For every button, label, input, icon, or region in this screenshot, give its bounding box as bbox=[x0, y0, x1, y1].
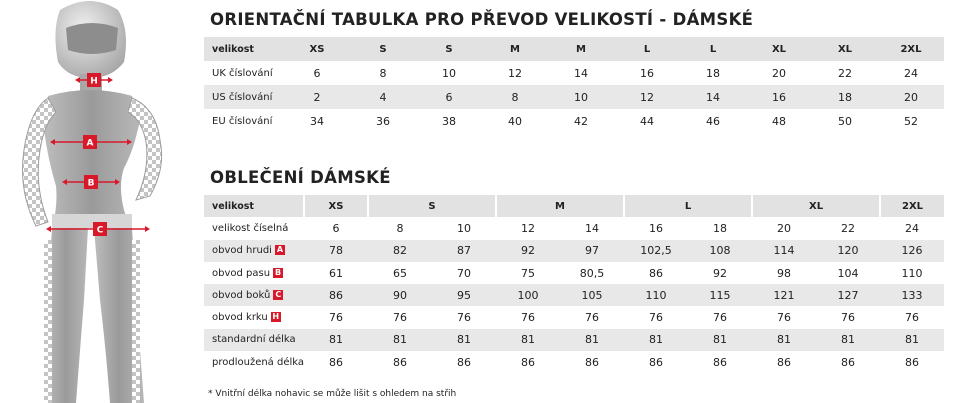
table-cell: 92 bbox=[713, 266, 728, 280]
table-cell: 22 bbox=[838, 66, 852, 80]
conversion-table-title: ORIENTAČNÍ TABULKA PRO PŘEVOD VELIKOSTÍ - DÁMSKÉ bbox=[210, 10, 754, 29]
header-cell: S bbox=[416, 37, 482, 61]
table-cell: 76 bbox=[649, 311, 664, 325]
table-row bbox=[204, 351, 944, 373]
table-cell: 115 bbox=[688, 284, 752, 306]
table-cell: 44 bbox=[640, 114, 654, 128]
table-cell: 86 bbox=[329, 355, 343, 369]
table-cell: 20 bbox=[777, 221, 792, 235]
table-cell: 76 bbox=[585, 311, 600, 325]
table-cell: 76 bbox=[777, 311, 792, 325]
table-cell: 22 bbox=[841, 221, 856, 235]
table-cell: 70 bbox=[457, 266, 471, 280]
table-cell: 127 bbox=[816, 284, 880, 306]
table-cell: 16 bbox=[640, 66, 654, 80]
table-cell: 86 bbox=[649, 355, 664, 369]
table-cell: 38 bbox=[442, 114, 456, 128]
row-label: standardní délka bbox=[204, 329, 304, 351]
table-cell: 24 bbox=[904, 66, 918, 80]
table-cell: 133 bbox=[880, 284, 944, 306]
header-cell: M bbox=[548, 37, 614, 61]
table-cell: 86 bbox=[841, 355, 856, 369]
row-label: UK číslování bbox=[212, 67, 273, 79]
table-cell: 81 bbox=[560, 329, 624, 351]
table-cell: 61 bbox=[329, 266, 343, 280]
table-cell: 81 bbox=[368, 329, 432, 351]
table-cell: 87 bbox=[432, 240, 496, 262]
clothing-header-row bbox=[204, 195, 944, 217]
row-label: obvod krku H bbox=[212, 312, 280, 324]
belt-shape bbox=[52, 214, 132, 228]
table-cell: 81 bbox=[624, 329, 688, 351]
helmet-shape bbox=[55, 1, 126, 78]
table-cell: 76 bbox=[713, 311, 728, 325]
table-cell: 14 bbox=[680, 85, 746, 109]
table-cell: 100 bbox=[496, 284, 560, 306]
row-label: prodloužená délka bbox=[212, 356, 305, 368]
table-cell: 10 bbox=[442, 66, 456, 80]
footnote: * Vnitřní délka nohavic se může lišit s ohledem na střih bbox=[208, 389, 457, 399]
table-cell: 14 bbox=[585, 221, 600, 235]
table-cell: 65 bbox=[393, 266, 407, 280]
header-cell: M bbox=[482, 37, 548, 61]
table-cell: 10 bbox=[548, 85, 614, 109]
row-label: US číslování bbox=[204, 85, 284, 109]
table-cell: 86 bbox=[777, 355, 792, 369]
header-cell: L bbox=[614, 37, 680, 61]
table-row bbox=[204, 329, 944, 351]
table-row bbox=[204, 85, 944, 109]
table-cell: 114 bbox=[752, 240, 816, 262]
table-cell: 86 bbox=[585, 355, 600, 369]
table-row bbox=[204, 61, 944, 85]
right-leg-stripe bbox=[132, 240, 140, 403]
header-cell: L bbox=[680, 37, 746, 61]
clothing-table-title: OBLEČENÍ DÁMSKÉ bbox=[210, 168, 391, 187]
table-cell: 12 bbox=[614, 85, 680, 109]
row-label: obvod hrudi A bbox=[204, 240, 304, 262]
table-cell: 46 bbox=[706, 114, 720, 128]
table-cell: 82 bbox=[368, 240, 432, 262]
header-cell: XL bbox=[812, 37, 878, 61]
header-group-cell: XS bbox=[304, 195, 368, 217]
measurement-marker-badge: C bbox=[273, 290, 283, 300]
header-cell: 2XL bbox=[878, 37, 944, 61]
table-cell: 20 bbox=[878, 85, 944, 109]
body-measurement-figure bbox=[0, 0, 200, 403]
table-cell: 120 bbox=[816, 240, 880, 262]
marker-a-label: A bbox=[86, 138, 94, 149]
table-cell: 104 bbox=[837, 266, 859, 280]
table-cell: 8 bbox=[482, 85, 548, 109]
table-cell: 126 bbox=[880, 240, 944, 262]
table-cell: 76 bbox=[521, 311, 536, 325]
table-cell: 12 bbox=[508, 66, 522, 80]
marker-h-label: H bbox=[90, 76, 98, 87]
header-group-cell: M bbox=[496, 195, 624, 217]
measurement-marker-badge: B bbox=[275, 267, 282, 277]
header-cell: XS bbox=[284, 37, 350, 61]
table-cell: 102,5 bbox=[624, 240, 688, 262]
table-cell: 40 bbox=[508, 114, 522, 128]
row-label: obvod pasu B bbox=[212, 267, 282, 279]
table-cell: 81 bbox=[880, 329, 944, 351]
table-cell: 80,5 bbox=[579, 266, 605, 280]
clothing-size-table bbox=[204, 195, 944, 373]
table-cell: 6 bbox=[416, 85, 482, 109]
table-cell: 16 bbox=[746, 85, 812, 109]
table-cell: 105 bbox=[560, 284, 624, 306]
table-cell: 110 bbox=[624, 284, 688, 306]
table-cell: 90 bbox=[368, 284, 432, 306]
table-cell: 81 bbox=[304, 329, 368, 351]
table-cell: 75 bbox=[521, 266, 536, 280]
table-cell: 86 bbox=[649, 266, 664, 280]
header-cell: S bbox=[350, 37, 416, 61]
table-cell: 76 bbox=[905, 311, 920, 325]
right-arm-shape bbox=[128, 98, 162, 200]
table-cell: 52 bbox=[904, 114, 918, 128]
table-cell: 8 bbox=[379, 66, 387, 80]
table-cell: 18 bbox=[706, 66, 720, 80]
table-row bbox=[204, 284, 944, 306]
table-row bbox=[204, 217, 944, 239]
table-cell: 98 bbox=[777, 266, 792, 280]
conversion-header-row bbox=[204, 37, 944, 61]
table-cell: 24 bbox=[905, 221, 920, 235]
header-group-cell: L bbox=[624, 195, 752, 217]
table-cell: 16 bbox=[649, 221, 664, 235]
table-cell: 86 bbox=[393, 355, 407, 369]
table-cell: 76 bbox=[457, 311, 471, 325]
table-row bbox=[204, 109, 944, 133]
table-cell: 14 bbox=[574, 66, 588, 80]
row-label: velikost číselná bbox=[212, 222, 289, 234]
table-row bbox=[204, 306, 944, 328]
table-cell: 76 bbox=[329, 311, 343, 325]
table-cell: 86 bbox=[457, 355, 471, 369]
table-cell: 92 bbox=[496, 240, 560, 262]
torso-shape bbox=[44, 90, 140, 228]
table-cell: 76 bbox=[841, 311, 856, 325]
table-cell: 81 bbox=[432, 329, 496, 351]
table-row bbox=[204, 240, 944, 262]
header-group-cell: 2XL bbox=[880, 195, 944, 217]
table-cell: 81 bbox=[752, 329, 816, 351]
table-cell: 42 bbox=[574, 114, 588, 128]
table-cell: 95 bbox=[432, 284, 496, 306]
table-cell: 110 bbox=[901, 266, 923, 280]
marker-b-label: B bbox=[87, 178, 95, 189]
table-cell: 6 bbox=[332, 221, 340, 235]
left-leg-stripe bbox=[44, 240, 52, 403]
header-group-cell: S bbox=[368, 195, 496, 217]
row-label: EU číslování bbox=[212, 115, 273, 127]
table-cell: 20 bbox=[772, 66, 786, 80]
table-cell: 86 bbox=[304, 284, 368, 306]
table-row bbox=[204, 262, 944, 284]
table-cell: 6 bbox=[313, 66, 321, 80]
table-cell: 34 bbox=[310, 114, 324, 128]
table-cell: 76 bbox=[393, 311, 407, 325]
header-cell: velikost bbox=[204, 37, 284, 61]
measurement-marker-badge: A bbox=[276, 245, 284, 255]
table-cell: 81 bbox=[816, 329, 880, 351]
table-cell: 86 bbox=[905, 355, 920, 369]
header-cell: velikost bbox=[204, 195, 304, 217]
table-cell: 8 bbox=[396, 221, 404, 235]
table-cell: 78 bbox=[304, 240, 368, 262]
table-cell: 81 bbox=[496, 329, 560, 351]
header-cell: XL bbox=[746, 37, 812, 61]
table-cell: 86 bbox=[713, 355, 728, 369]
table-cell: 4 bbox=[350, 85, 416, 109]
table-cell: 12 bbox=[521, 221, 536, 235]
header-group-cell: XL bbox=[752, 195, 880, 217]
row-label: obvod boků C bbox=[204, 284, 304, 306]
table-cell: 97 bbox=[560, 240, 624, 262]
marker-c-label: C bbox=[96, 225, 104, 236]
table-cell: 50 bbox=[838, 114, 852, 128]
table-cell: 18 bbox=[713, 221, 728, 235]
table-cell: 10 bbox=[457, 221, 471, 235]
table-cell: 2 bbox=[284, 85, 350, 109]
table-cell: 86 bbox=[521, 355, 536, 369]
table-cell: 18 bbox=[812, 85, 878, 109]
size-conversion-table bbox=[204, 37, 944, 133]
table-cell: 36 bbox=[376, 114, 390, 128]
table-cell: 108 bbox=[688, 240, 752, 262]
table-cell: 121 bbox=[752, 284, 816, 306]
table-cell: 81 bbox=[688, 329, 752, 351]
table-cell: 48 bbox=[772, 114, 786, 128]
measurement-marker-badge: H bbox=[272, 312, 280, 322]
